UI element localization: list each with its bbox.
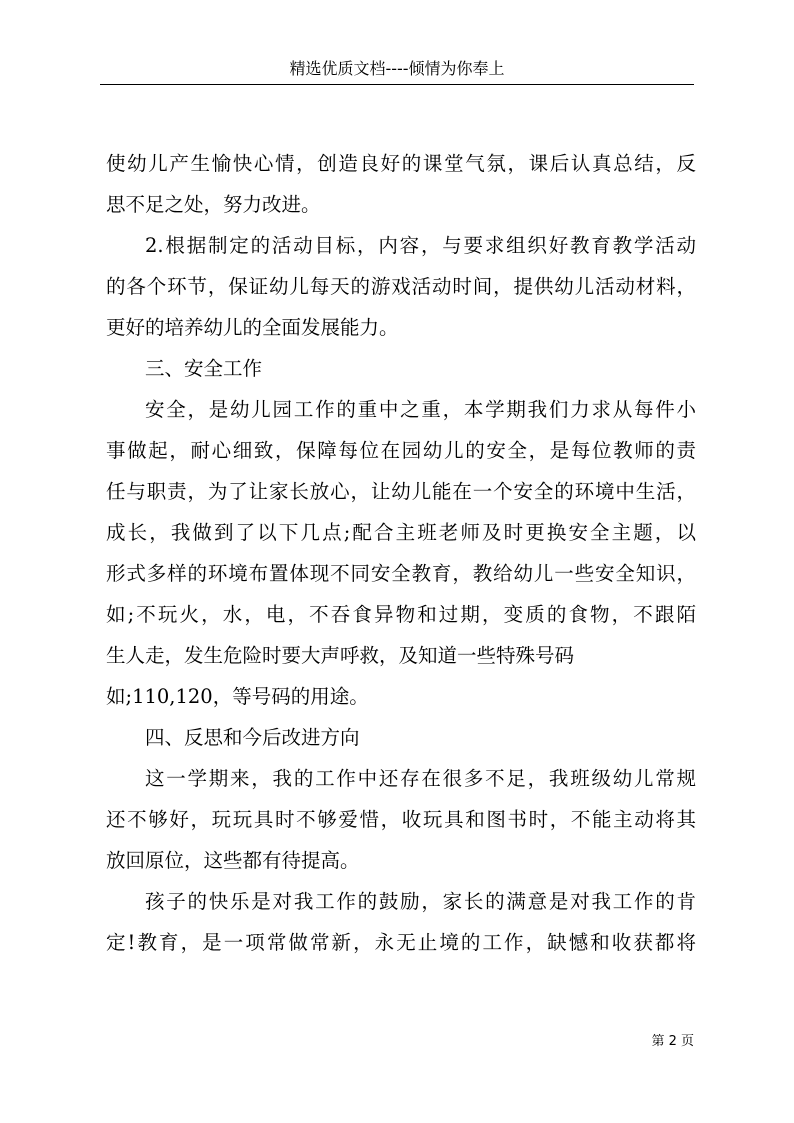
text-line: 事做起，耐心细致，保障每位在园幼儿的安全，是每位教师的责 xyxy=(106,439,696,462)
text-line: 形式多样的环境布置体现不同安全教育，教给幼儿一些安全知识， xyxy=(106,562,696,585)
text-line: 定!教育，是一项常做常新，永无止境的工作，缺憾和收获都将 xyxy=(106,931,696,954)
text-line: 孩子的快乐是对我工作的鼓励，家长的满意是对我工作的肯 xyxy=(145,890,696,913)
text-line: 2.根据制定的活动目标，内容，与要求组织好教育教学活动 xyxy=(145,234,696,257)
text-line: 生人走，发生危险时要大声呼救，及知道一些特殊号码 xyxy=(106,644,575,667)
text-line: 还不够好，玩玩具时不够爱惜，收玩具和图书时，不能主动将其 xyxy=(106,808,696,831)
text-line: 这一学期来，我的工作中还存在很多不足，我班级幼儿常规 xyxy=(145,767,696,790)
text-line: 如;110,120，等号码的用途。 xyxy=(106,685,369,708)
document-body xyxy=(106,143,696,963)
text-line: 如;不玩火，水，电，不吞食异物和过期，变质的食物，不跟陌 xyxy=(106,603,696,626)
text-line: 放回原位，这些都有待提高。 xyxy=(106,849,360,872)
page-header xyxy=(100,56,694,85)
text-line: 思不足之处，努力改进。 xyxy=(106,193,321,216)
section-heading: 四、反思和今后改进方向 xyxy=(145,726,360,749)
text-line: 安全，是幼儿园工作的重中之重，本学期我们力求从每件小 xyxy=(145,398,696,421)
header-title: 精选优质文档----倾情为你奉上 xyxy=(289,59,505,78)
section-heading: 三、安全工作 xyxy=(145,357,263,380)
text-line: 任与职责，为了让家长放心，让幼儿能在一个安全的环境中生活， xyxy=(106,480,696,503)
page-number: 第 2 页 xyxy=(651,1034,694,1049)
text-line: 使幼儿产生愉快心情，创造良好的课堂气氛，课后认真总结，反 xyxy=(106,152,696,175)
text-line: 的各个环节，保证幼儿每天的游戏活动时间，提供幼儿活动材料， xyxy=(106,275,696,298)
text-line: 更好的培养幼儿的全面发展能力。 xyxy=(106,316,399,339)
page-footer xyxy=(651,1034,694,1050)
text-line: 成长，我做到了以下几点;配合主班老师及时更换安全主题，以 xyxy=(106,521,696,544)
